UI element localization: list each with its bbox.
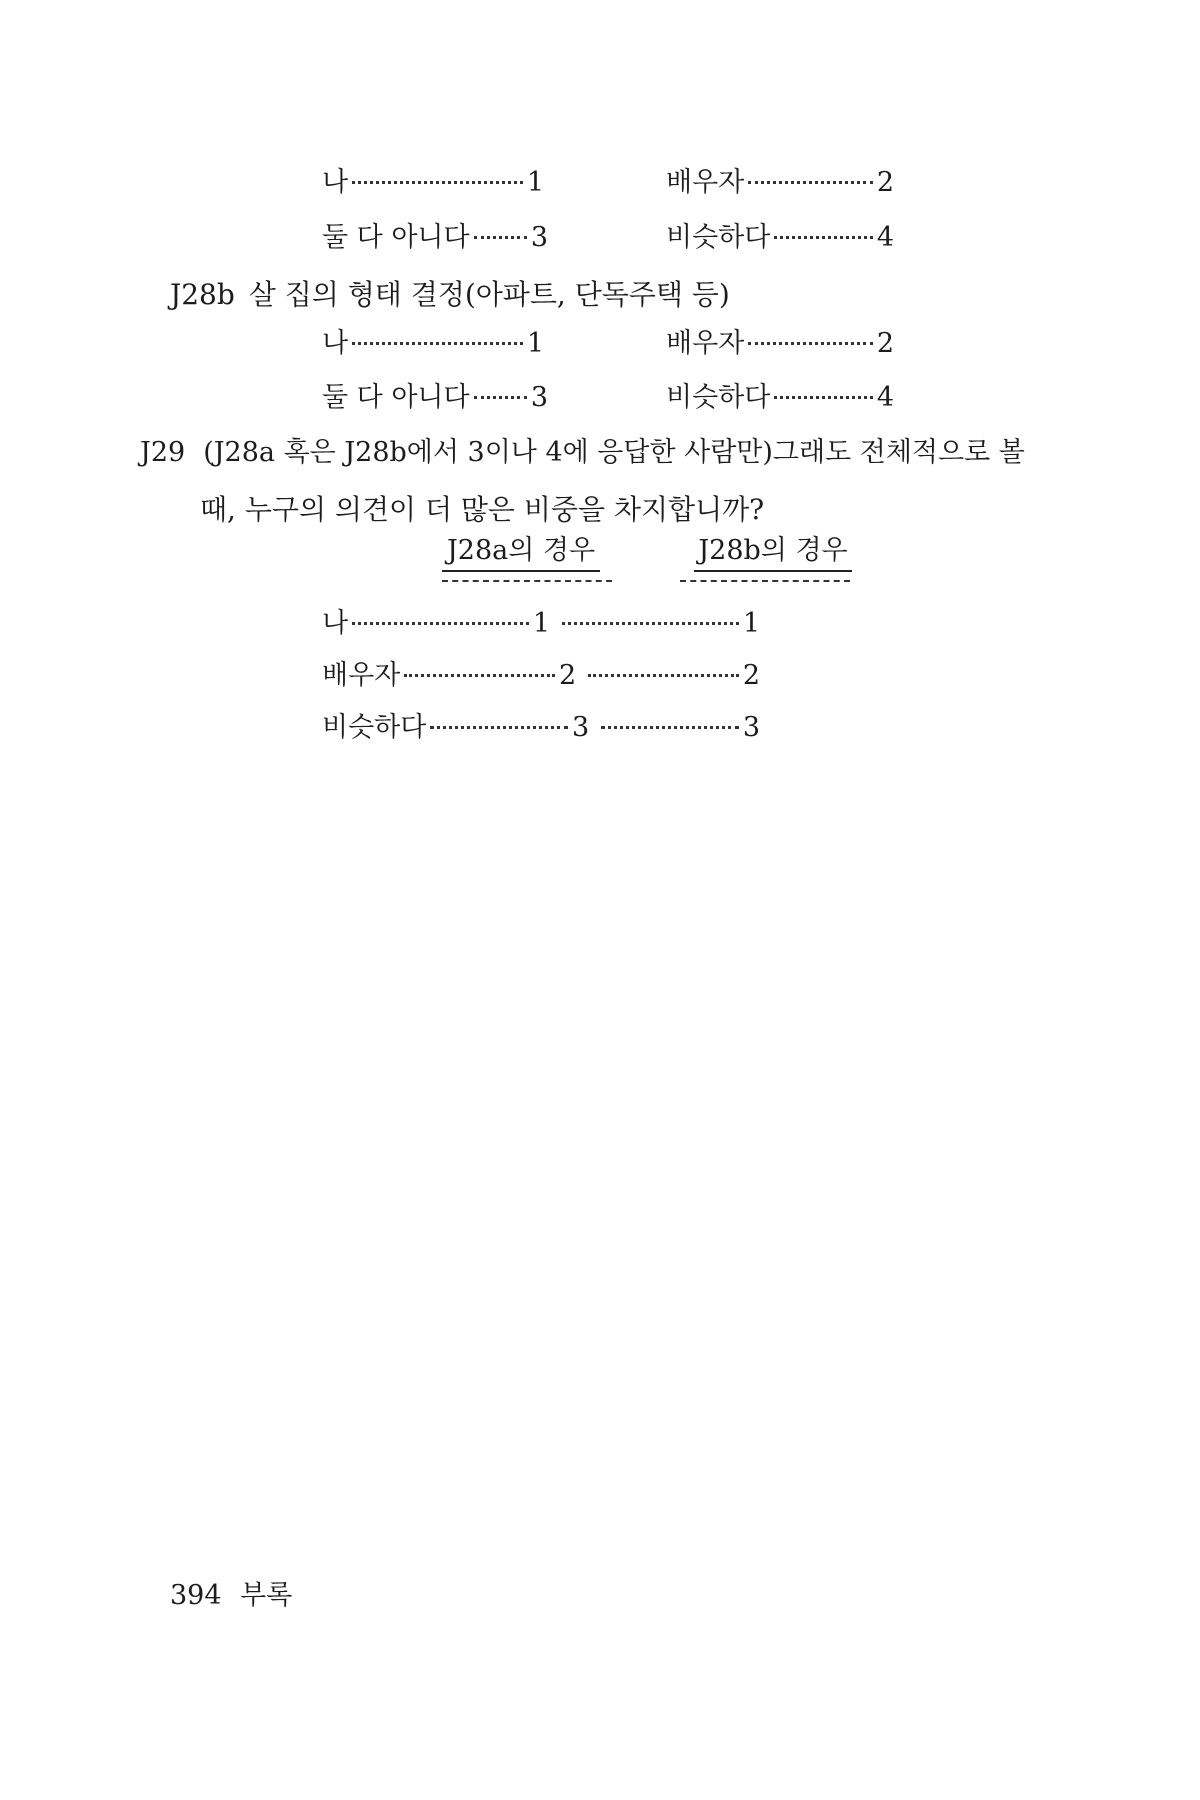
option-me bbox=[322, 163, 544, 203]
code-j28b: 3 bbox=[742, 712, 761, 743]
leader-dots bbox=[601, 726, 739, 729]
code-j28a: 3 bbox=[571, 712, 590, 743]
table-row bbox=[322, 604, 760, 644]
leader-dots bbox=[404, 674, 555, 677]
dashed-underline bbox=[680, 580, 850, 582]
option-neither bbox=[322, 218, 548, 258]
code-j28a: 2 bbox=[558, 660, 577, 691]
option-neither bbox=[322, 378, 548, 418]
option-code: 1 bbox=[526, 328, 544, 359]
option-label: 배우자 bbox=[666, 328, 745, 359]
option-code: 4 bbox=[876, 382, 894, 413]
option-similar bbox=[666, 218, 894, 258]
option-label: 나 bbox=[322, 328, 349, 359]
row-label: 비슷하다 bbox=[322, 712, 427, 743]
leader-dots bbox=[748, 342, 873, 345]
leader-dots bbox=[774, 396, 872, 399]
option-code: 3 bbox=[530, 222, 548, 253]
question-j28b bbox=[170, 275, 730, 315]
table-row bbox=[322, 708, 760, 748]
option-code: 3 bbox=[530, 382, 548, 413]
option-code: 1 bbox=[526, 167, 544, 198]
leader-dots bbox=[474, 396, 527, 399]
leader-dots bbox=[352, 622, 529, 625]
question-text: 때, 누구의 의견이 더 많은 비중을 차지합니까? bbox=[200, 493, 765, 526]
leader-dots bbox=[774, 236, 872, 239]
option-label: 비슷하다 bbox=[666, 222, 771, 253]
option-similar bbox=[666, 378, 894, 418]
section-title: 부록 bbox=[240, 1580, 293, 1611]
page-number: 394 bbox=[170, 1580, 222, 1611]
leader-dots bbox=[562, 622, 739, 625]
leader-dots bbox=[588, 674, 739, 677]
question-j29 bbox=[140, 433, 1025, 473]
question-id: J28b bbox=[170, 278, 235, 311]
option-label: 나 bbox=[322, 167, 349, 198]
option-label: 배우자 bbox=[666, 167, 745, 198]
leader-dots bbox=[430, 726, 568, 729]
page-footer bbox=[170, 1576, 292, 1616]
leader-dots bbox=[748, 181, 873, 184]
dashed-underline bbox=[442, 580, 612, 582]
question-text: 살 집의 형태 결정(아파트, 단독주택 등) bbox=[248, 278, 730, 311]
leader-dots bbox=[474, 236, 527, 239]
option-label: 둘 다 아니다 bbox=[322, 382, 470, 413]
question-j29-continued bbox=[200, 490, 764, 530]
option-spouse bbox=[666, 324, 894, 364]
option-spouse bbox=[666, 163, 894, 203]
option-code: 2 bbox=[876, 328, 894, 359]
leader-dots bbox=[352, 342, 523, 345]
column-header-j28a: J28a의 경우 bbox=[442, 532, 600, 572]
option-code: 4 bbox=[876, 222, 894, 253]
option-code: 2 bbox=[876, 167, 894, 198]
option-label: 둘 다 아니다 bbox=[322, 222, 470, 253]
question-text: (J28a 혹은 J28b에서 3이나 4에 응답한 사람만)그래도 전체적으로 볼 bbox=[203, 437, 1025, 468]
leader-dots bbox=[352, 181, 523, 184]
option-me bbox=[322, 324, 544, 364]
code-j28b: 1 bbox=[742, 608, 760, 639]
row-label: 나 bbox=[322, 608, 349, 639]
question-id: J29 bbox=[140, 437, 186, 468]
code-j28a: 1 bbox=[532, 608, 551, 639]
code-j28b: 2 bbox=[742, 660, 760, 691]
table-row bbox=[322, 656, 760, 696]
column-header-j28b: J28b의 경우 bbox=[694, 532, 852, 572]
row-label: 배우자 bbox=[322, 660, 401, 691]
option-label: 비슷하다 bbox=[666, 382, 771, 413]
